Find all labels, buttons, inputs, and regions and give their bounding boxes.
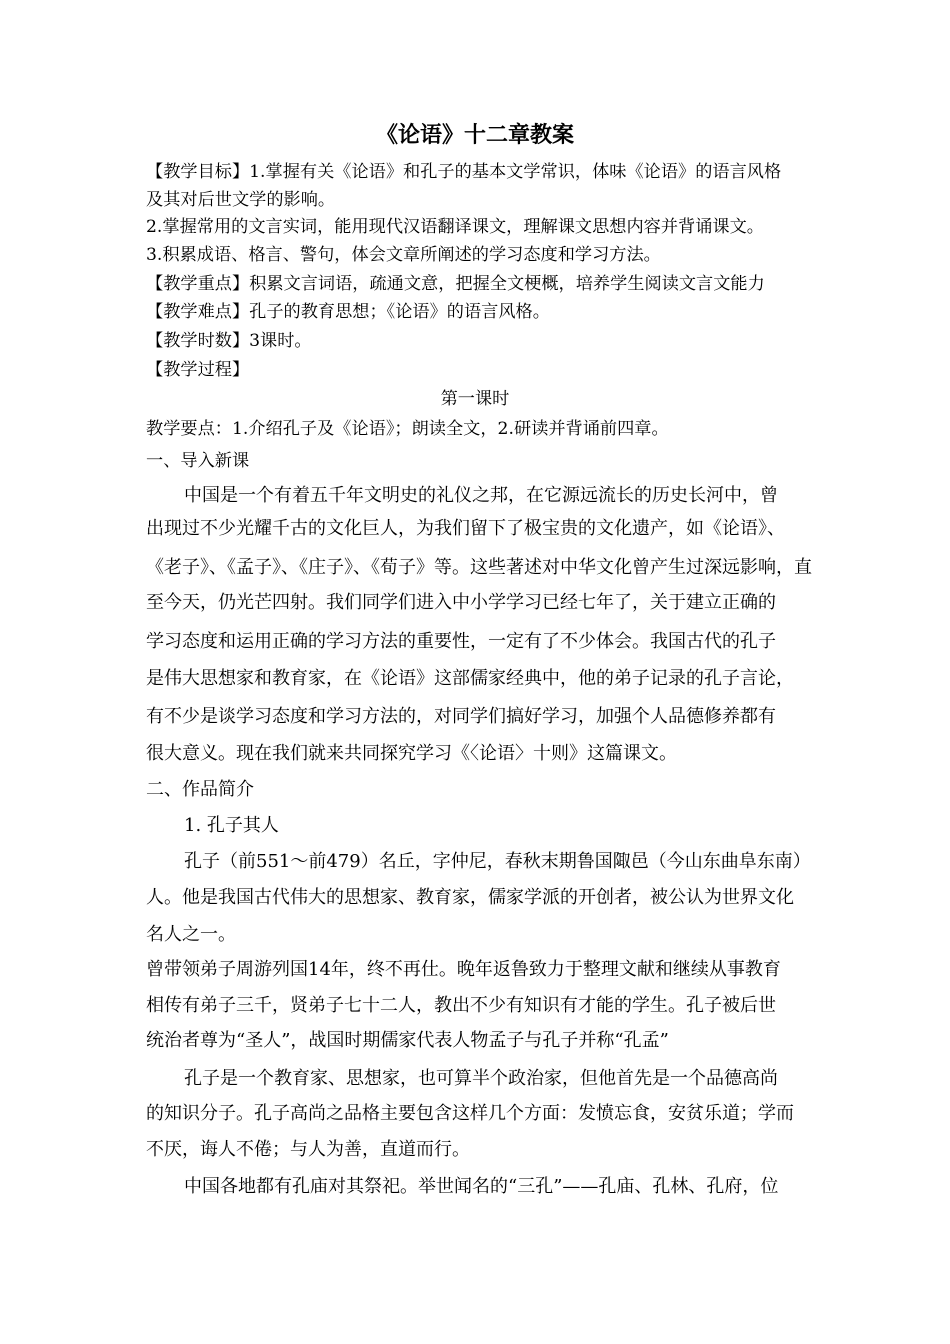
confucius-paragraph-line: 孔子（前551～前479）名丘，字仲尼，春秋末期鲁国陬邑（今山东曲阜东南） [184, 851, 811, 872]
confucius-paragraph-line: 相传有弟子三千，贤弟子七十二人，教出不少有知识有才能的学生。孔子被后世 [146, 995, 776, 1016]
objectives-line-2: 及其对后世文学的影响。 [146, 190, 336, 210]
objectives-line-3: 2.掌握常用的文言实词，能用现代汉语翻译课文，理解课文思想内容并背诵课文。 [146, 217, 764, 237]
confucius-paragraph-line: 曾带领弟子周游列国14年，终不再仕。晚年返鲁致力于整理文献和继续从事教育 [146, 959, 781, 980]
subsection-1-heading: 1. 孔子其人 [184, 815, 279, 836]
lesson-heading: 第一课时 [440, 389, 510, 409]
objectives-line-4: 3.积累成语、格言、警句，体会文章所阐述的学习态度和学习方法。 [146, 245, 661, 265]
difficulties: 【教学难点】孔子的教育思想；《论语》的语言风格。 [146, 302, 550, 322]
objectives-line-1: 【教学目标】1.掌握有关《论语》和孔子的基本文学常识，体味《论语》的语言风格 [146, 162, 782, 182]
section-1-heading: 一、导入新课 [146, 451, 250, 471]
intro-paragraph-line: 是伟大思想家和教育家，在《论语》这部儒家经典中，他的弟子记录的孔子言论， [146, 668, 794, 689]
intro-paragraph-line: 很大意义。现在我们就来共同探究学习《〈论语〉十则》这篇课文。 [146, 743, 677, 764]
confucius-paragraph-line: 孔子是一个教育家、思想家，也可算半个政治家，但他首先是一个品德高尚 [184, 1068, 778, 1089]
confucius-paragraph-line: 不厌，诲人不倦；与人为善，直道而行。 [146, 1139, 470, 1160]
confucius-paragraph-line: 名人之一。 [146, 924, 236, 945]
key-points: 【教学重点】积累文言词语，疏通文意，把握全文梗概，培养学生阅读文言文能力 [146, 274, 765, 294]
document-title: 《论语》十二章教案 [375, 122, 574, 148]
section-2-heading: 二、作品简介 [146, 779, 254, 800]
intro-paragraph-line: 《老子》、《孟子》、《庄子》、《荀子》等。这些著述对中华文化曾产生过深远影响，直 [146, 557, 812, 578]
intro-paragraph-line: 学习态度和运用正确的学习方法的重要性，一定有了不少体会。我国古代的孔子 [146, 631, 776, 652]
lesson-points: 教学要点：1.介绍孔子及《论语》；朗读全文，2.研读并背诵前四章。 [146, 419, 669, 439]
teaching-hours: 【教学时数】3课时。 [146, 331, 312, 351]
confucius-paragraph-line: 人。他是我国古代伟大的思想家、教育家，儒家学派的开创者，被公认为世界文化 [146, 887, 794, 908]
intro-paragraph-line: 有不少是谈学习态度和学习方法的，对同学们搞好学习，加强个人品德修养都有 [146, 706, 776, 727]
teaching-process-heading: 【教学过程】 [146, 360, 250, 380]
intro-paragraph-line: 中国是一个有着五千年文明史的礼仪之邦，在它源远流长的历史长河中，曾 [184, 485, 778, 506]
intro-paragraph-line: 至今天，仍光芒四射。我们同学们进入中小学学习已经七年了，关于建立正确的 [146, 592, 776, 613]
confucius-paragraph-line: 中国各地都有孔庙对其祭祀。举世闻名的“三孔”——孔庙、孔林、孔府，位 [184, 1176, 779, 1197]
confucius-paragraph-line: 统治者尊为“圣人”，战国时期儒家代表人物孟子与孔子并称“孔孟” [146, 1030, 669, 1051]
intro-paragraph-line: 出现过不少光耀千古的文化巨人，为我们留下了极宝贵的文化遗产，如《论语》、 [146, 518, 785, 539]
confucius-paragraph-line: 的知识分子。孔子高尚之品格主要包含这样几个方面：发愤忘食，安贫乐道；学而 [146, 1103, 794, 1124]
